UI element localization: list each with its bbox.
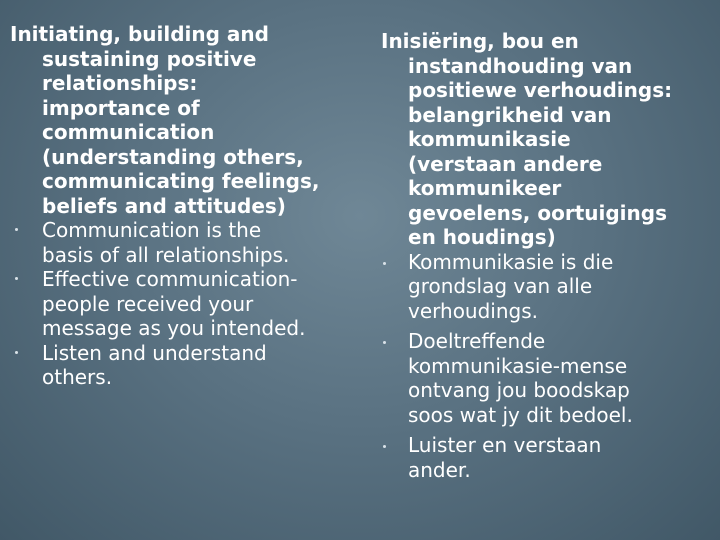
list-item-line: ontvang jou boodskap [408, 378, 630, 402]
list-item-line: soos wat jy dit bedoel. [408, 402, 633, 427]
heading-line: importance of [42, 95, 200, 120]
bullet-dot-icon [15, 277, 18, 280]
heading-line: (verstaan andere [408, 151, 603, 176]
list-item-line: others. [42, 365, 113, 389]
list-item [381, 250, 711, 324]
heading-line: positiewe verhoudings: [408, 78, 673, 102]
list-item-line: Luister en verstaan [408, 433, 602, 457]
afrikaans-heading [381, 29, 711, 250]
list-item-line: grondslag van alle [408, 274, 593, 298]
afrikaans-column [381, 29, 711, 482]
list-item [10, 267, 355, 341]
list-item-line: Effective communication- [42, 267, 298, 291]
heading-line: instandhouding van [408, 53, 633, 78]
list-item [381, 329, 711, 427]
bullet-dot-icon [383, 262, 386, 265]
list-item-line: verhoudings. [408, 298, 538, 323]
heading-line: belangrikheid van [408, 102, 612, 127]
heading-line: gevoelens, oortuigings [408, 200, 667, 225]
heading-line: (understanding others, [42, 144, 304, 169]
english-bullet-list [10, 218, 355, 390]
list-item-line: message as you intended. [42, 316, 306, 340]
list-item [10, 218, 355, 267]
list-item-line: kommunikasie-mense [408, 353, 628, 378]
list-item-line: Communication is the [42, 218, 262, 242]
bullet-dot-icon [15, 351, 18, 354]
heading-line: Inisiëring, bou en [381, 29, 579, 53]
list-item-line: people received your [42, 291, 254, 316]
heading-line: communicating feelings, [42, 169, 320, 193]
list-item [381, 433, 711, 482]
afrikaans-bullet-list [381, 250, 711, 483]
english-heading [10, 22, 355, 218]
heading-line: sustaining positive [42, 46, 257, 71]
list-item [10, 341, 355, 390]
bullet-dot-icon [383, 341, 386, 344]
english-column [10, 22, 355, 390]
heading-line: communication [42, 120, 215, 144]
heading-line: relationships: [42, 71, 198, 95]
list-item-line: ander. [408, 457, 471, 482]
list-item-line: Kommunikasie is die [408, 249, 614, 274]
list-item-line: Doeltreffende [408, 329, 546, 353]
heading-line: kommunikasie [408, 127, 571, 151]
bullet-dot-icon [383, 445, 386, 448]
heading-line: Initiating, building and [10, 22, 269, 46]
list-item-line: basis of all relationships. [42, 242, 290, 267]
bullet-dot-icon [15, 228, 18, 231]
heading-line: en houdings) [408, 225, 556, 249]
heading-line: kommunikeer [408, 176, 562, 200]
list-item-line: Listen and understand [42, 340, 267, 365]
heading-line: beliefs and attitudes) [42, 193, 286, 218]
